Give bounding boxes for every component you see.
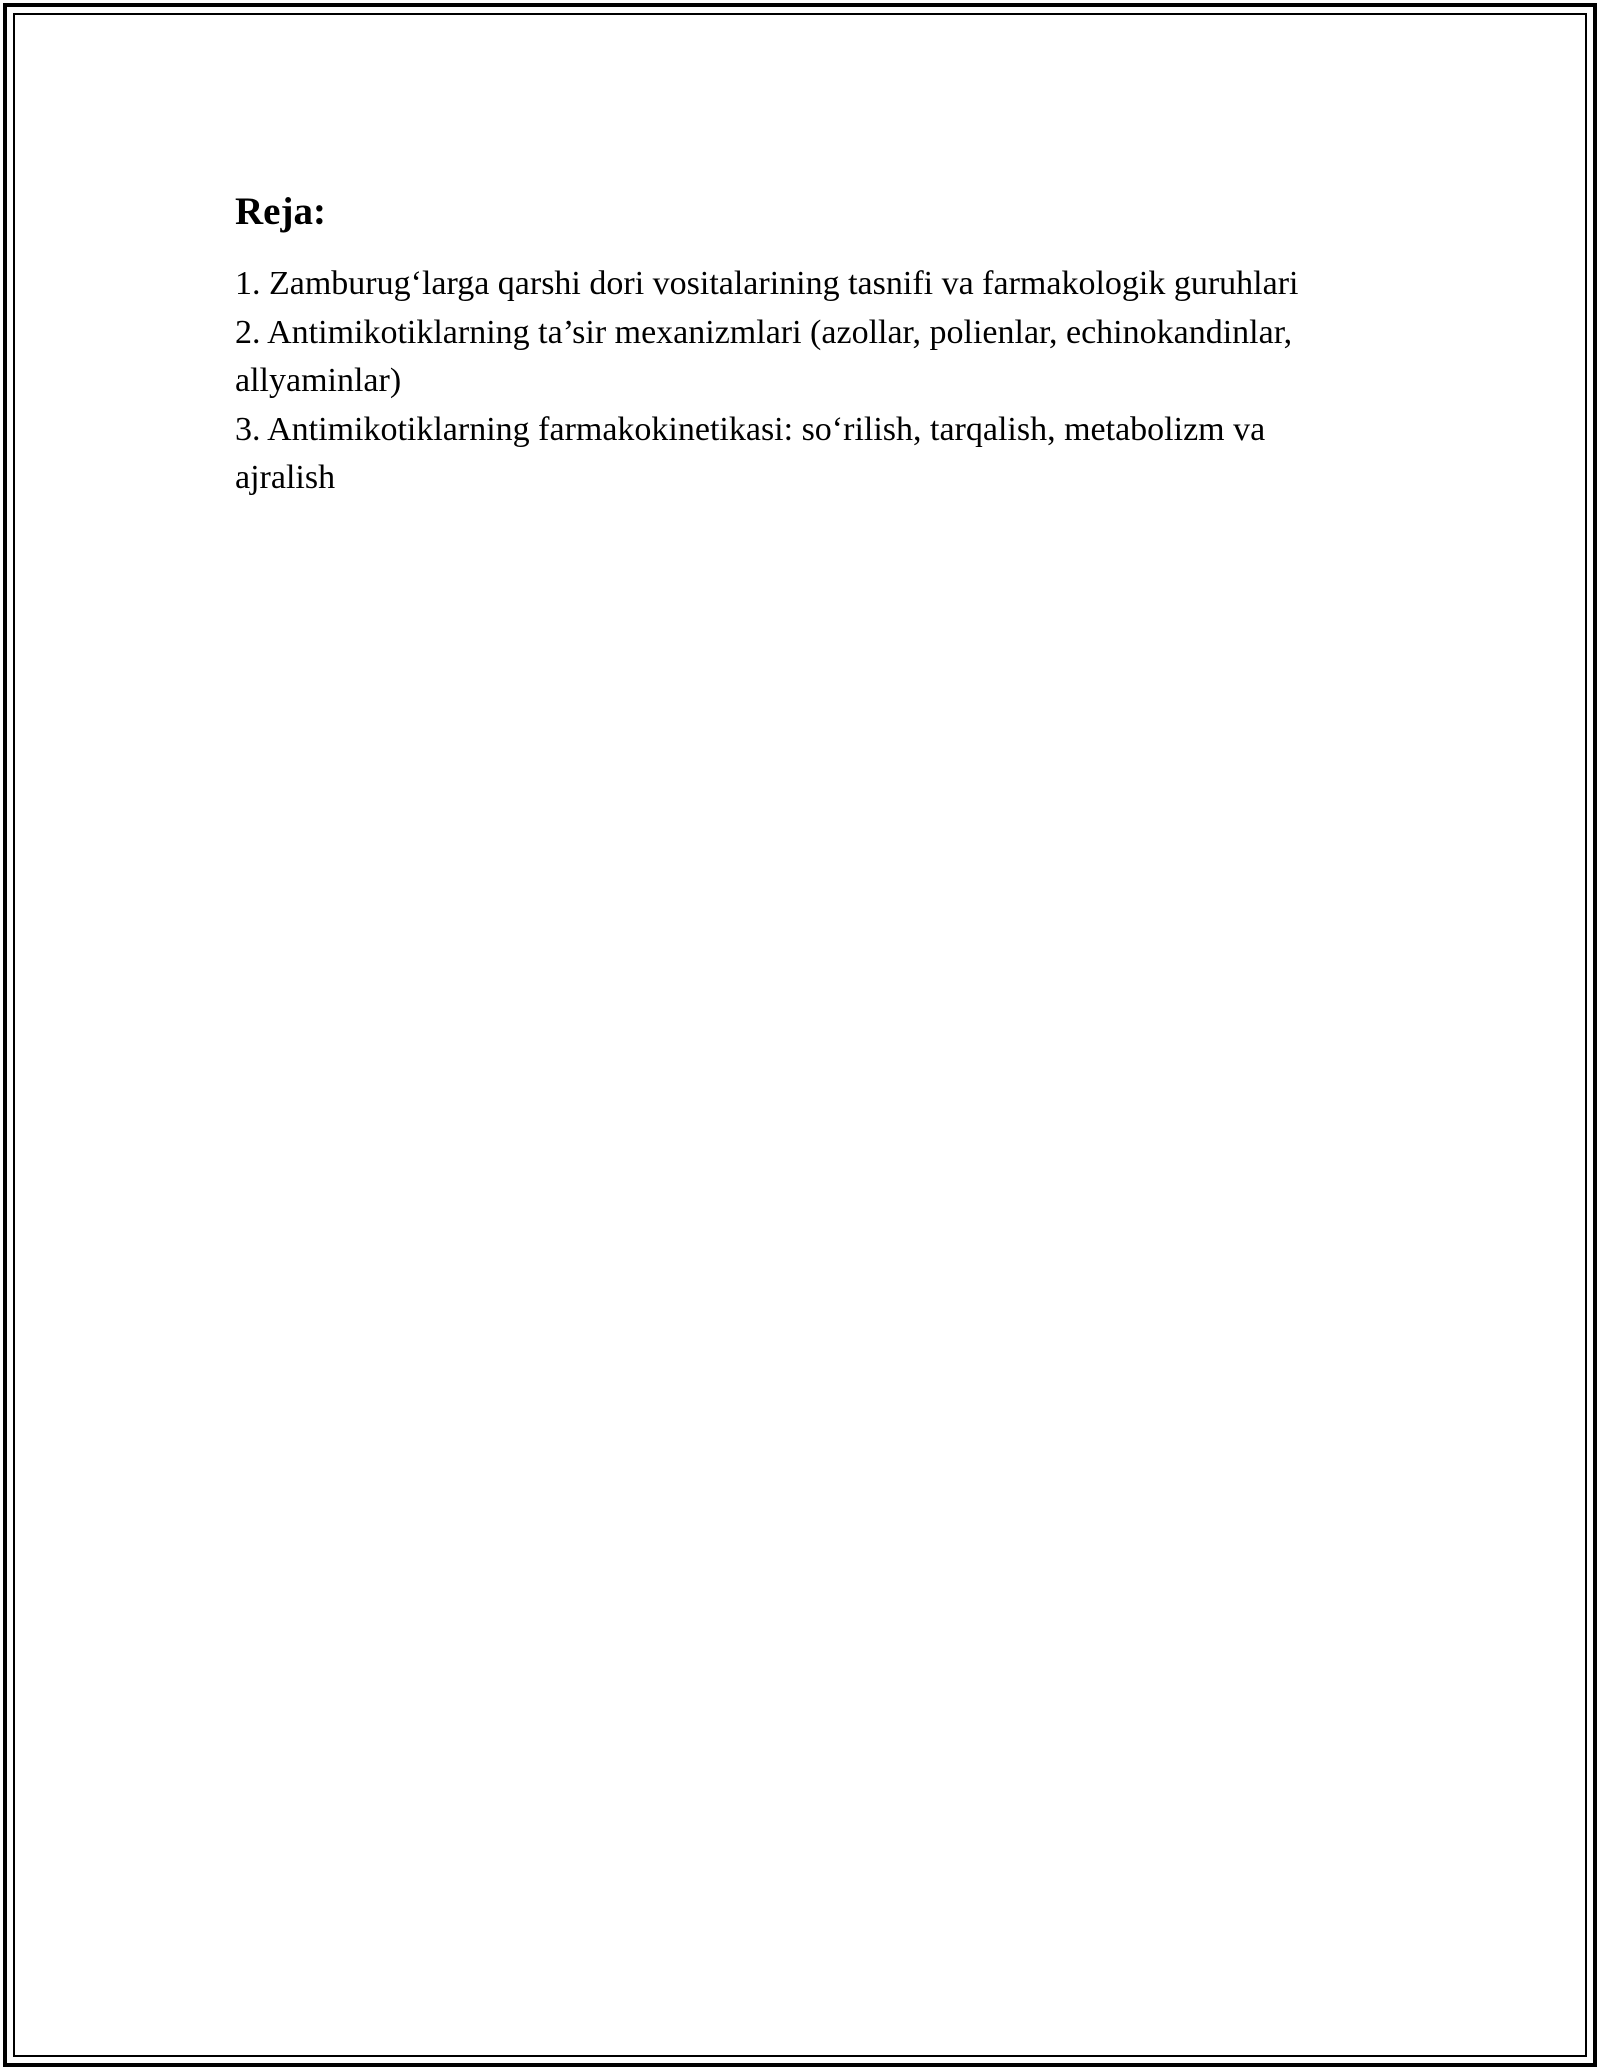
plan-list — [235, 260, 1365, 503]
page-content — [235, 188, 1365, 503]
plan-item-3: 3. Antimikotiklarning farmakokinetikasi: so‘rilish, tarqalish, metabolizm va ajralish — [235, 410, 1266, 496]
plan-item-1: 1. Zamburug‘larga qarshi dori vositalarining tasnifi va farmakologik guruhlari — [235, 265, 1299, 302]
plan-heading: Reja: — [235, 190, 326, 233]
plan-item-2: 2. Antimikotiklarning ta’sir mexanizmlari (azollar, polienlar, echinokandinlar, allyaminlar) — [235, 313, 1293, 399]
